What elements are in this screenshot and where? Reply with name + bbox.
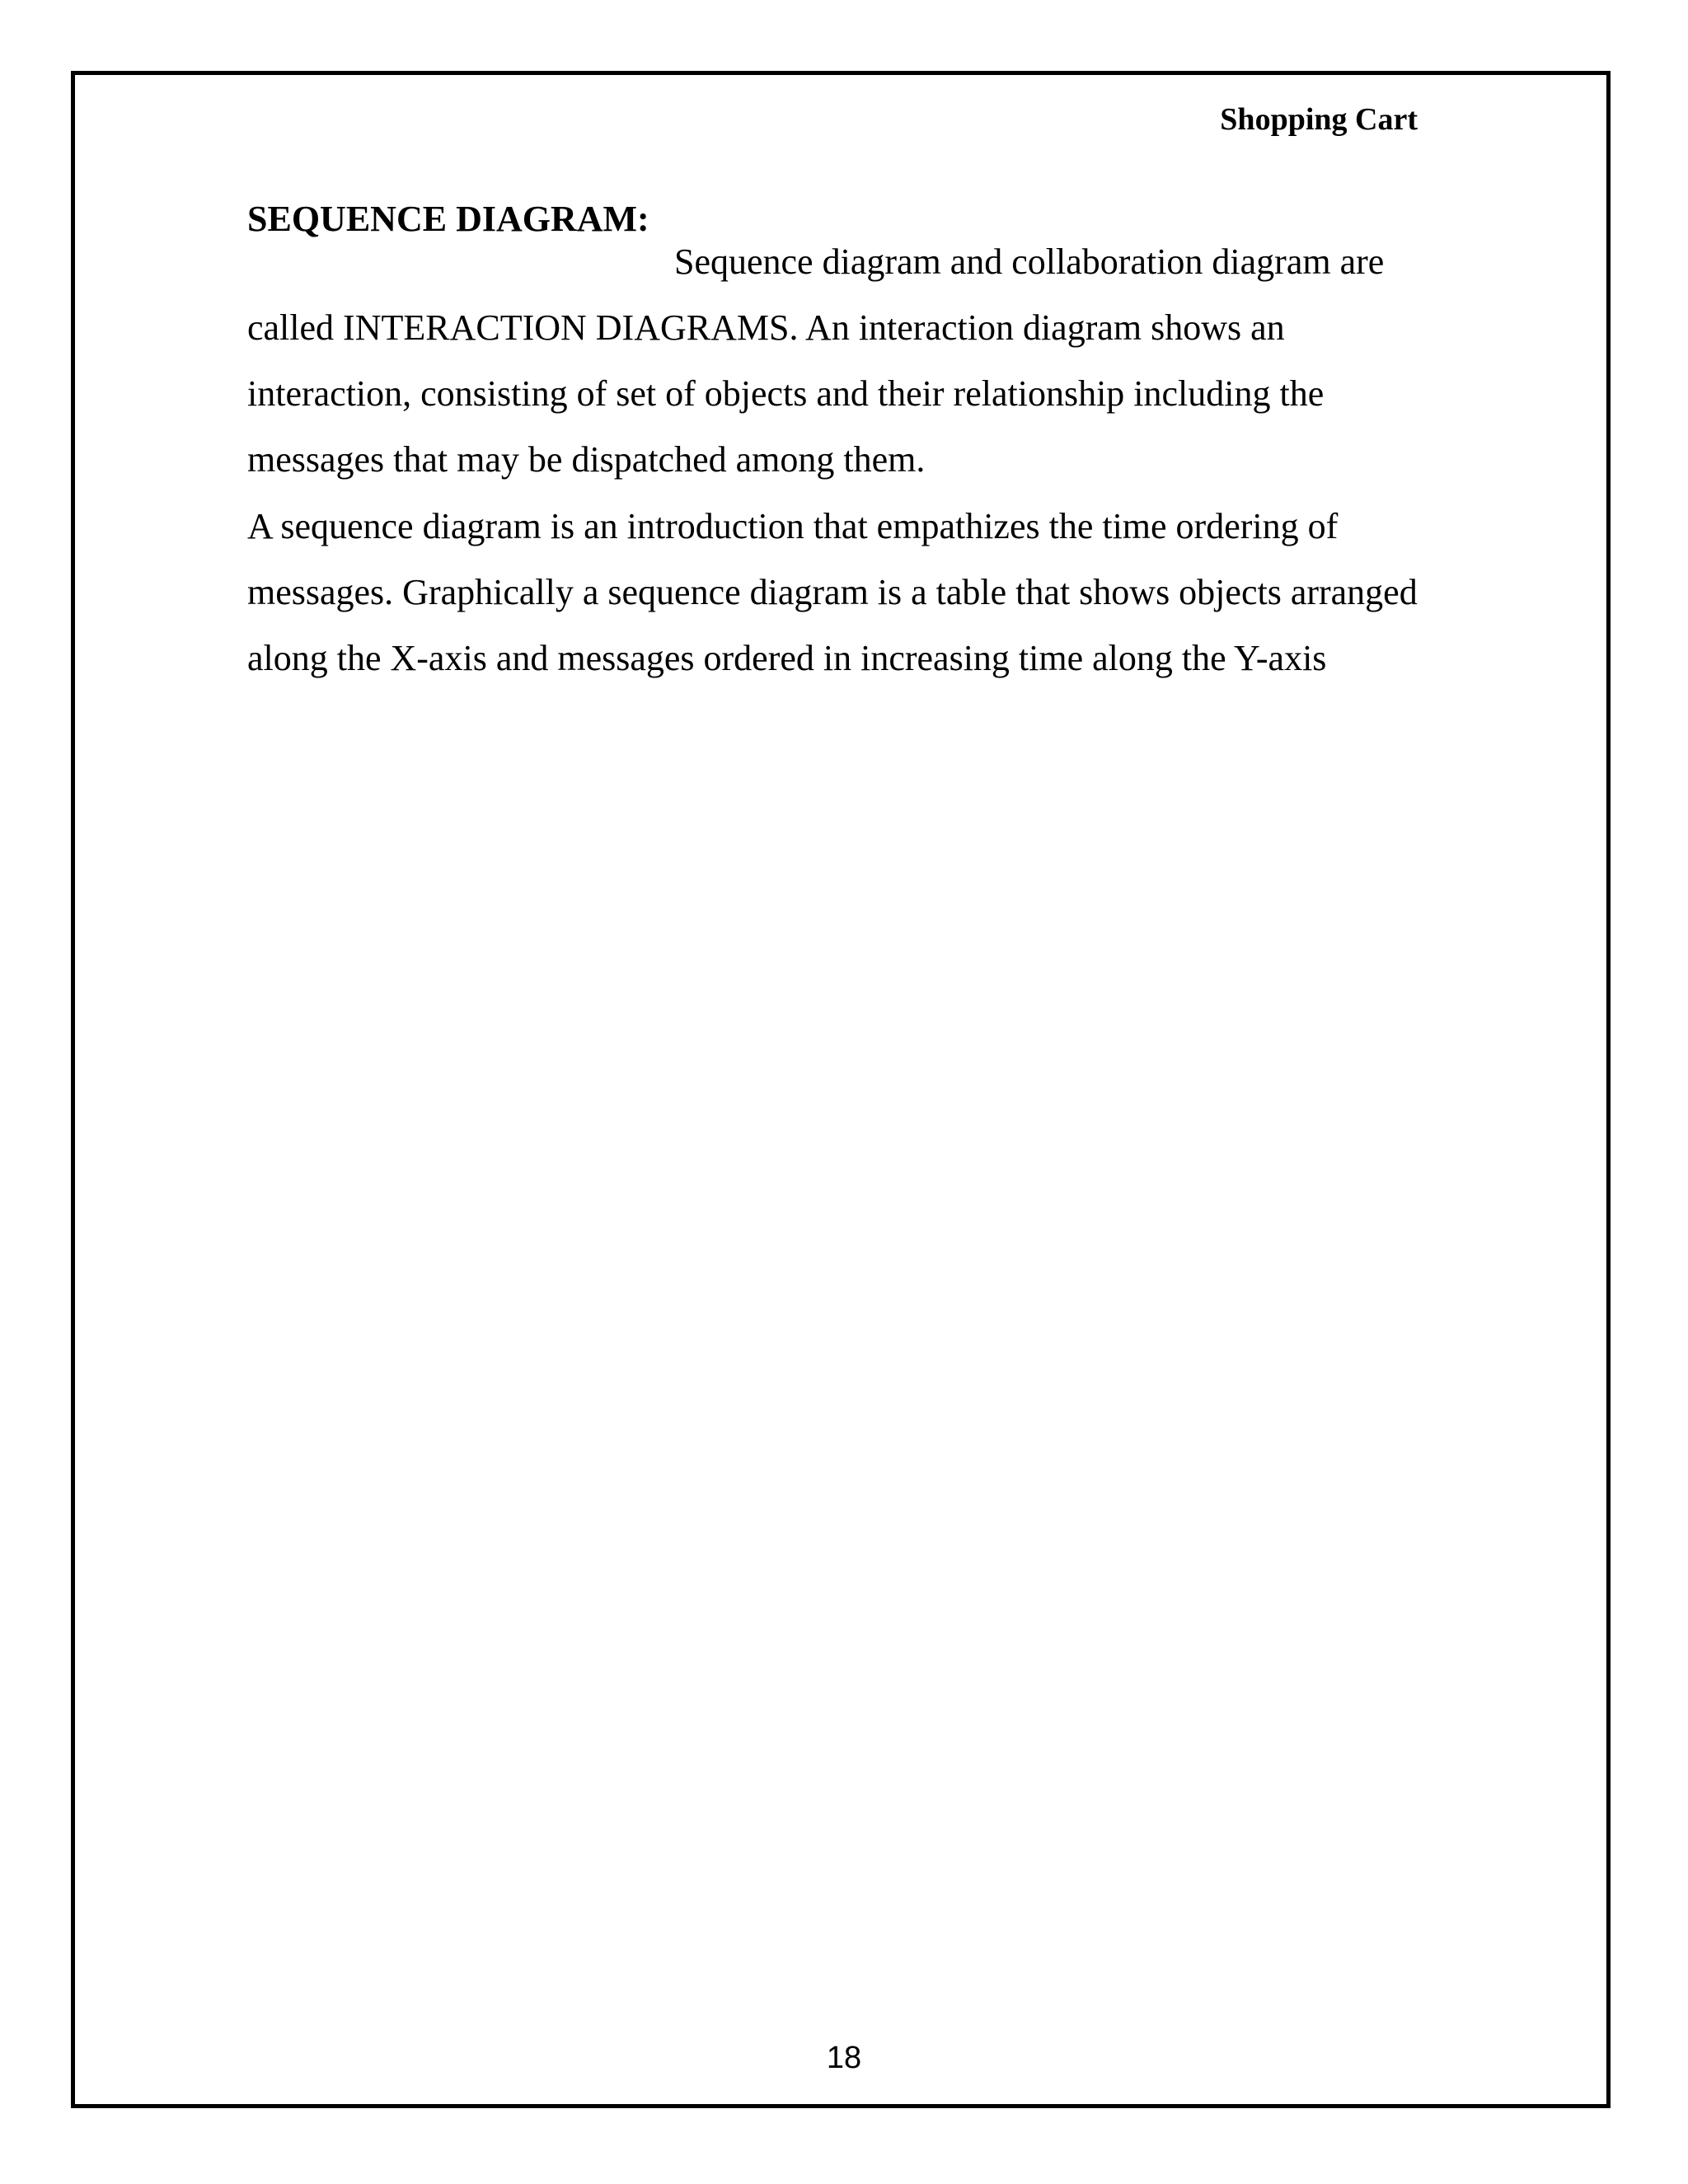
paragraph-interaction-diagrams: Sequence diagram and collaboration diagram are called INTERACTION DIAGRAMS. An interaction diagram shows an interaction, consisting of set of objects and their relationship including the messages that may be dispatched among them.	[247, 241, 1385, 480]
section-heading: SEQUENCE DIAGRAM:	[247, 199, 649, 239]
paragraph-sequence-diagram-definition: A sequence diagram is an introduction that empathizes the time ordering of messages. Graphically a sequence diagram is a table that shows objects arranged along the X-axis and messages ordered in increasing time along the Y-axis	[247, 506, 1418, 678]
running-header-title: Shopping Cart	[1220, 102, 1418, 137]
page-number: 18	[826, 2041, 862, 2075]
